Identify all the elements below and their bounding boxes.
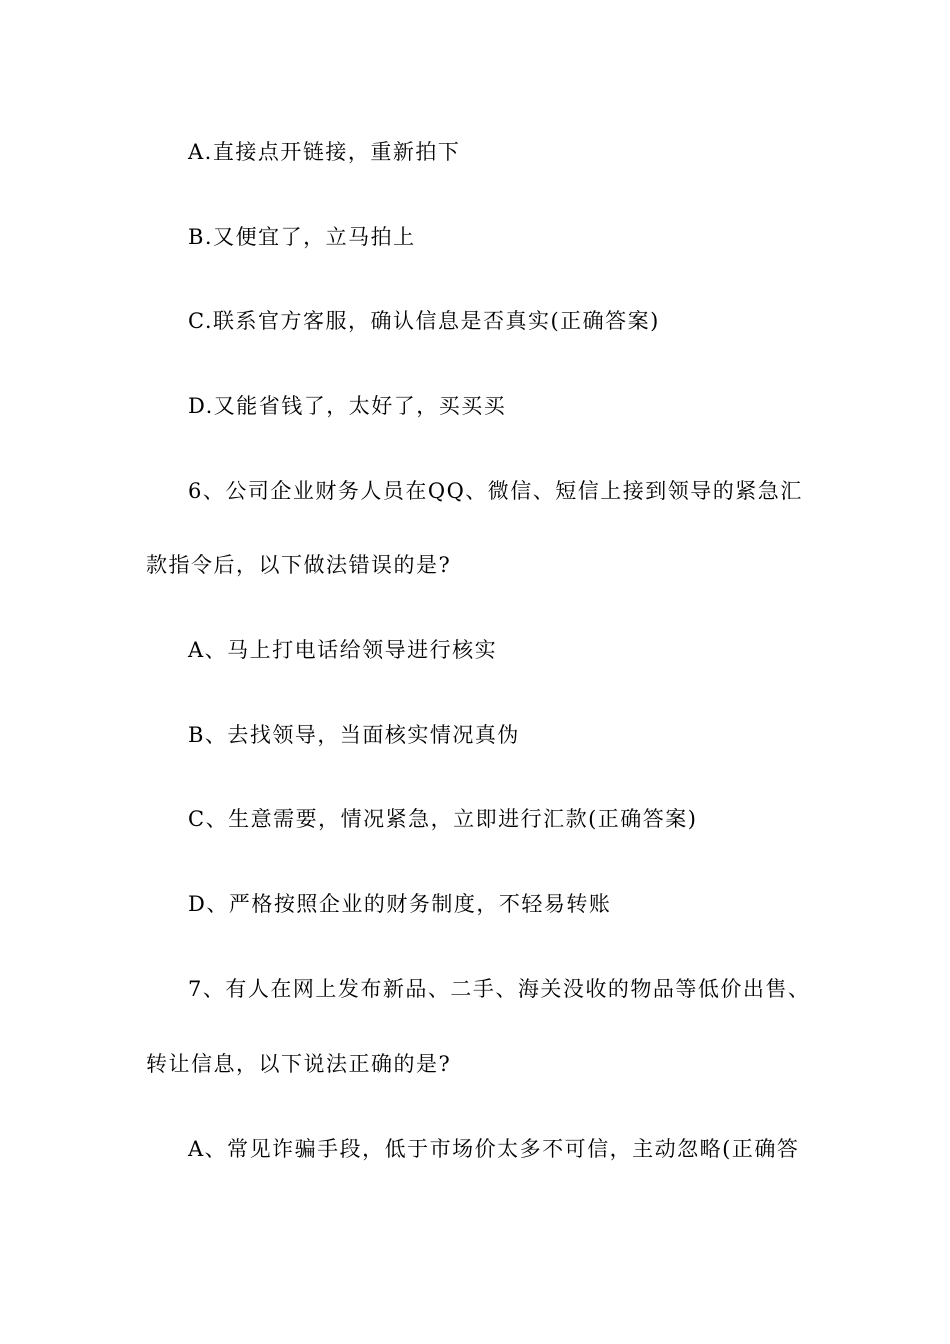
- q5-option-a: A.直接点开链接，重新拍下: [188, 140, 461, 164]
- q6-question-line2: 款指令后，以下做法错误的是?: [146, 553, 452, 577]
- q7-question-line1: 7、有人在网上发布新品、二手、海关没收的物品等低价出售、: [188, 977, 811, 1001]
- q6-option-c: C、生意需要，情况紧急，立即进行汇款(正确答案): [188, 807, 698, 831]
- q6-option-d: D、严格按照企业的财务制度，不轻易转账: [188, 892, 612, 916]
- q6-option-a: A、马上打电话给领导进行核实: [188, 638, 498, 662]
- q6-question-line1: 6、公司企业财务人员在QQ、微信、短信上接到领导的紧急汇: [188, 479, 803, 503]
- q7-option-a: A、常见诈骗手段，低于市场价太多不可信，主动忽略(正确答: [188, 1137, 800, 1161]
- q5-option-d: D.又能省钱了，太好了，买买买: [188, 394, 507, 418]
- q5-option-c: C.联系官方客服，确认信息是否真实(正确答案): [188, 309, 660, 333]
- q5-option-b: B.又便宜了，立马拍上: [188, 225, 416, 249]
- q6-option-b: B、去找领导，当面核实情况真伪: [188, 723, 520, 747]
- q7-question-line2: 转让信息，以下说法正确的是?: [146, 1052, 452, 1076]
